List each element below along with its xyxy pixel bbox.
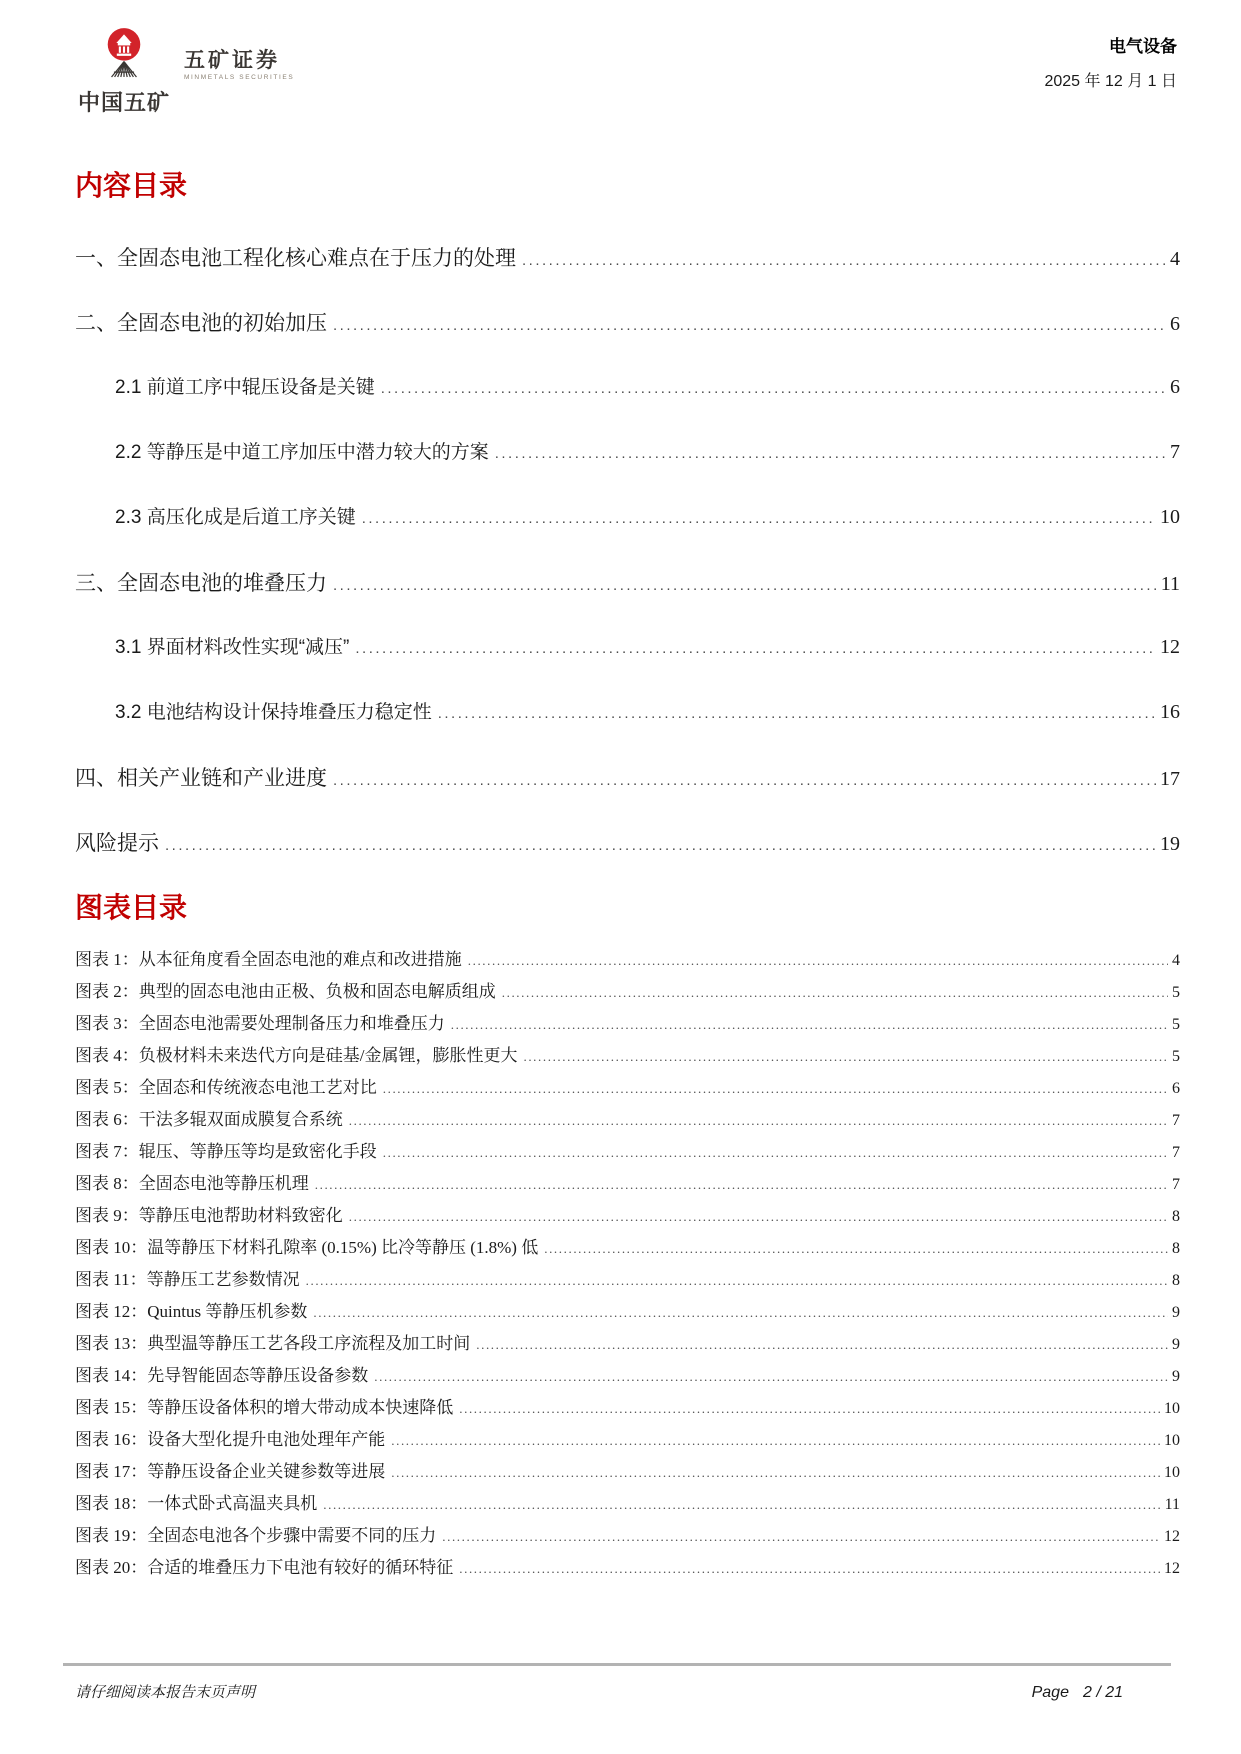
dot-leader — [383, 1078, 1168, 1098]
figure-entry[interactable] — [75, 1105, 1180, 1129]
figure-entry-label: 图表 18：一体式卧式高温夹具机 — [75, 1494, 318, 1513]
figure-entry-page: 9 — [1172, 1304, 1180, 1321]
figure-entry[interactable] — [75, 1425, 1180, 1449]
toc-entry[interactable] — [75, 567, 1180, 595]
figure-entry-page: 8 — [1172, 1208, 1180, 1225]
toc-entry[interactable] — [75, 632, 1180, 656]
toc-entry-page: 10 — [1160, 506, 1180, 528]
dot-leader — [306, 1270, 1168, 1290]
report-category: 电气设备 — [1109, 37, 1177, 56]
figure-entry-page: 11 — [1164, 1496, 1180, 1513]
dot-leader — [391, 1430, 1160, 1450]
toc-entry[interactable] — [75, 372, 1180, 396]
dot-leader — [468, 950, 1168, 970]
figure-entry-label: 图表 14：先导智能固态等静压设备参数 — [75, 1366, 369, 1385]
dot-leader — [522, 247, 1166, 271]
toc-entry-page: 4 — [1170, 248, 1180, 270]
report-date: 2025 年 12 月 1 日 — [1044, 73, 1177, 90]
toc-entry[interactable] — [75, 827, 1180, 855]
dot-leader — [442, 1526, 1160, 1546]
toc-entry-page: 11 — [1160, 573, 1180, 595]
toc-entry-page: 17 — [1160, 768, 1180, 790]
figure-entry-page: 10 — [1164, 1400, 1180, 1417]
figure-entry-page: 5 — [1172, 1016, 1180, 1033]
figure-entry-label: 图表 5：全固态和传统液态电池工艺对比 — [75, 1078, 377, 1097]
toc-entry[interactable] — [75, 437, 1180, 461]
figure-entry[interactable] — [75, 1073, 1180, 1097]
toc-entry-label: 2.1 前道工序中辊压设备是关键 — [115, 377, 375, 398]
figure-entry-page: 10 — [1164, 1432, 1180, 1449]
toc-entry-label: 2.2 等静压是中道工序加压中潜力较大的方案 — [115, 442, 489, 463]
figure-entry[interactable] — [75, 1297, 1180, 1321]
footer-page-label: Page — [1031, 1684, 1069, 1701]
toc-entry-page: 7 — [1170, 441, 1180, 463]
toc-entry[interactable] — [75, 502, 1180, 526]
minmetals-logo-icon — [101, 26, 147, 85]
figure-entry[interactable] — [75, 1393, 1180, 1417]
figure-entry-page: 12 — [1164, 1528, 1180, 1545]
figure-entry-page: 10 — [1164, 1464, 1180, 1481]
figure-entry-page: 7 — [1172, 1112, 1180, 1129]
figure-entry-label: 图表 12：Quintus 等静压机参数 — [75, 1302, 308, 1321]
figure-entry[interactable] — [75, 1201, 1180, 1225]
dot-leader — [451, 1014, 1168, 1034]
dot-leader — [459, 1398, 1160, 1418]
toc-entry[interactable] — [75, 307, 1180, 335]
figure-entry[interactable] — [75, 1041, 1180, 1065]
dot-leader — [355, 637, 1156, 659]
figure-entry-page: 8 — [1172, 1240, 1180, 1257]
figure-entry-label: 图表 8：全固态电池等静压机理 — [75, 1174, 309, 1193]
figure-entry-label: 图表 19：全固态电池各个步骤中需要不同的压力 — [75, 1526, 437, 1545]
figure-entry-page: 8 — [1172, 1272, 1180, 1289]
toc-entry-page: 19 — [1160, 833, 1180, 855]
figure-entry[interactable] — [75, 1457, 1180, 1481]
figure-entry[interactable] — [75, 977, 1180, 1001]
figure-entry-page: 6 — [1172, 1080, 1180, 1097]
figure-entry-label: 图表 20：合适的堆叠压力下电池有较好的循环特征 — [75, 1558, 454, 1577]
figure-entry-label: 图表 4：负极材料未来迭代方向是硅基/金属锂，膨胀性更大 — [75, 1046, 518, 1065]
toc-entry-label: 3.1 界面材料改性实现“减压” — [115, 637, 350, 658]
dot-leader — [459, 1558, 1160, 1578]
toc-entry[interactable] — [75, 762, 1180, 790]
toc-entry-label: 四、相关产业链和产业进度 — [75, 767, 327, 790]
dot-leader — [476, 1334, 1168, 1354]
figure-entry[interactable] — [75, 1489, 1180, 1513]
page-footer — [75, 1681, 1123, 1702]
toc-entry-label: 三、全固态电池的堆叠压力 — [75, 572, 327, 595]
dot-leader — [165, 832, 1156, 856]
figures-list — [75, 945, 1180, 1577]
figure-entry-page: 7 — [1172, 1176, 1180, 1193]
toc-title: 内容目录 — [75, 170, 188, 201]
toc-entry-label: 3.2 电池结构设计保持堆叠压力稳定性 — [115, 702, 432, 723]
toc-entry-label: 风险提示 — [75, 832, 159, 855]
dot-leader — [374, 1366, 1168, 1386]
dot-leader — [349, 1110, 1168, 1130]
figure-entry-label: 图表 15：等静压设备体积的增大带动成本快速降低 — [75, 1398, 454, 1417]
logo-emblem — [78, 26, 170, 117]
dot-leader — [523, 1046, 1168, 1066]
toc-entry-page: 16 — [1160, 701, 1180, 723]
figure-entry-page: 7 — [1172, 1144, 1180, 1161]
main-content — [75, 170, 1180, 1585]
figure-entry-label: 图表 17：等静压设备企业关键参数等进展 — [75, 1462, 386, 1481]
figure-entry[interactable] — [75, 945, 1180, 969]
dot-leader — [438, 702, 1156, 724]
toc-entry-page: 6 — [1170, 313, 1180, 335]
toc-entry[interactable] — [75, 697, 1180, 721]
figure-entry-label: 图表 11：等静压工艺参数情况 — [75, 1270, 300, 1289]
dot-leader — [333, 312, 1166, 336]
dot-leader — [333, 572, 1157, 596]
brand-name-cn: 五矿证券 — [184, 49, 281, 72]
figure-entry-label: 图表 1：从本征角度看全固态电池的难点和改进措施 — [75, 950, 462, 969]
dot-leader — [315, 1174, 1168, 1194]
dot-leader — [349, 1206, 1168, 1226]
dot-leader — [381, 377, 1166, 399]
dot-leader — [362, 507, 1156, 529]
figure-entry[interactable] — [75, 1169, 1180, 1193]
figure-entry[interactable] — [75, 1233, 1180, 1257]
toc-entry-page: 12 — [1160, 636, 1180, 658]
brand-block — [184, 50, 294, 81]
figure-entry-page: 9 — [1172, 1336, 1180, 1353]
figures-title: 图表目录 — [75, 892, 188, 923]
figure-entry-page: 5 — [1172, 1048, 1180, 1065]
figure-entry[interactable] — [75, 1009, 1180, 1033]
header-right — [1044, 26, 1177, 91]
figure-entry-page: 9 — [1172, 1368, 1180, 1385]
dot-leader — [544, 1238, 1168, 1258]
dot-leader — [323, 1494, 1160, 1514]
figure-entry-label: 图表 7：辊压、等静压等均是致密化手段 — [75, 1142, 377, 1161]
figure-entry-label: 图表 2：典型的固态电池由正极、负极和固态电解质组成 — [75, 982, 496, 1001]
figure-entry-page: 5 — [1172, 984, 1180, 1001]
footer-disclaimer: 请仔细阅读本报告末页声明 — [75, 1684, 256, 1701]
figure-entry-page: 12 — [1164, 1560, 1180, 1577]
footer-page-value: 2 / 21 — [1082, 1684, 1123, 1701]
toc-entry-label: 一、全固态电池工程化核心难点在于压力的处理 — [75, 247, 516, 270]
figure-entry[interactable] — [75, 1361, 1180, 1385]
toc-entry-label: 二、全固态电池的初始加压 — [75, 312, 327, 335]
dot-leader — [333, 767, 1156, 791]
figure-entry-label: 图表 10：温等静压下材料孔隙率 (0.15%) 比冷等静压 (1.8%) 低 — [75, 1238, 539, 1257]
dot-leader — [495, 442, 1166, 464]
figure-entry[interactable] — [75, 1329, 1180, 1353]
toc-entry-label: 2.3 高压化成是后道工序关键 — [115, 507, 356, 528]
footer-page-number — [1032, 1684, 1123, 1702]
dot-leader — [383, 1142, 1168, 1162]
figure-entry-label: 图表 13：典型温等静压工艺各段工序流程及加工时间 — [75, 1334, 471, 1353]
dot-leader — [502, 982, 1168, 1002]
dot-leader — [391, 1462, 1160, 1482]
toc-entry-page: 6 — [1170, 376, 1180, 398]
brand-name-en: MINMETALS SECURITIES — [184, 74, 295, 81]
company-logo — [78, 26, 294, 117]
figure-entry-label: 图表 3：全固态电池需要处理制备压力和堆叠压力 — [75, 1014, 445, 1033]
figure-entry[interactable] — [75, 1553, 1180, 1577]
logo-org-name: 中国五矿 — [78, 90, 171, 115]
page-header — [78, 26, 1177, 117]
dot-leader — [313, 1302, 1168, 1322]
figure-entry-label: 图表 9：等静压电池帮助材料致密化 — [75, 1206, 343, 1225]
toc-entry[interactable] — [75, 242, 1180, 270]
figure-entry-page: 4 — [1172, 952, 1180, 969]
footer-divider — [63, 1663, 1171, 1666]
figure-entry-label: 图表 6：干法多辊双面成膜复合系统 — [75, 1110, 343, 1129]
toc-list — [75, 242, 1180, 855]
figure-entry[interactable] — [75, 1137, 1180, 1161]
figure-entry-label: 图表 16：设备大型化提升电池处理年产能 — [75, 1430, 386, 1449]
figure-entry[interactable] — [75, 1521, 1180, 1545]
figure-entry[interactable] — [75, 1265, 1180, 1289]
